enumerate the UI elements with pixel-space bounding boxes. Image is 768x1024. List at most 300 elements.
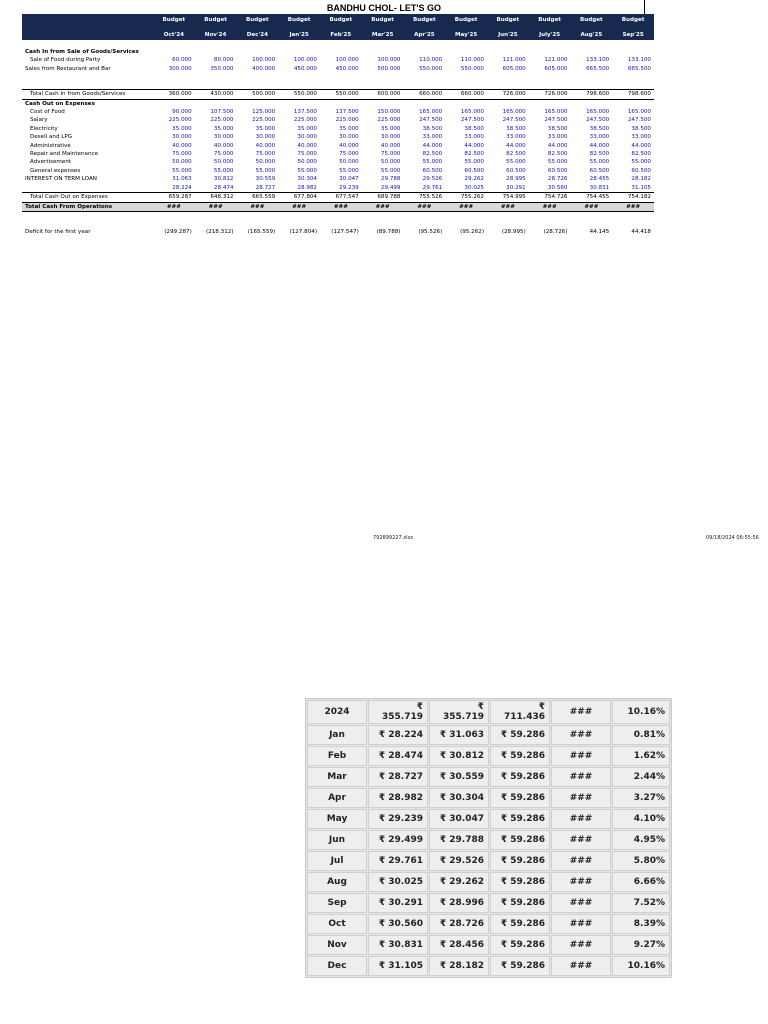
empty-cell bbox=[195, 211, 237, 220]
row-label: Salary bbox=[30, 117, 48, 124]
header-budget-label: Budget bbox=[278, 14, 320, 26]
value-cell: ### bbox=[237, 202, 279, 211]
empty-cell bbox=[445, 48, 487, 56]
table-row bbox=[22, 133, 654, 141]
empty-cell bbox=[362, 211, 404, 220]
value-cell: 80.000 bbox=[213, 57, 234, 64]
footer-timestamp: 09/18/2024 06:55:56 bbox=[706, 535, 759, 541]
value-cell: (28.995) bbox=[501, 228, 526, 235]
summary-cell: 10.16% bbox=[612, 700, 670, 724]
value-cell: 550.000 bbox=[320, 90, 362, 99]
empty-cell bbox=[278, 99, 320, 108]
table-row bbox=[22, 150, 654, 158]
summary-cell: ₹ 29.262 bbox=[429, 872, 489, 892]
summary-cell: Mar bbox=[307, 767, 367, 787]
empty-cell bbox=[320, 81, 362, 90]
summary-cell: ₹ 30.559 bbox=[429, 767, 489, 787]
value-cell: 30.831 bbox=[589, 184, 610, 191]
summary-cell: ### bbox=[551, 935, 611, 955]
value-cell: 755.526 bbox=[404, 193, 446, 202]
row-label bbox=[22, 184, 153, 193]
empty-cell bbox=[612, 211, 654, 220]
empty-cell bbox=[237, 48, 279, 56]
value-cell: ### bbox=[404, 202, 446, 211]
value-cell: 28.455 bbox=[589, 176, 610, 183]
value-cell: 100.000 bbox=[293, 57, 317, 64]
summary-cell: ₹ 28.182 bbox=[429, 956, 489, 976]
empty-cell bbox=[320, 48, 362, 56]
value-cell: 35.000 bbox=[172, 125, 192, 132]
value-cell: 100.000 bbox=[377, 57, 401, 64]
summary-cell: ### bbox=[551, 914, 611, 934]
value-cell: 38.500 bbox=[422, 125, 443, 132]
empty-cell bbox=[278, 73, 320, 81]
value-cell: 165.000 bbox=[419, 109, 443, 116]
header-month-label: Apr'25 bbox=[404, 30, 446, 40]
empty-cell bbox=[362, 73, 404, 81]
value-cell: 225.000 bbox=[293, 117, 317, 124]
value-cell: 648.312 bbox=[195, 193, 237, 202]
summary-cell: ₹ 59.286 bbox=[490, 746, 550, 766]
value-cell: 665.559 bbox=[237, 193, 279, 202]
value-cell: 754.995 bbox=[487, 193, 529, 202]
empty-cell bbox=[362, 40, 404, 48]
value-cell: 30.000 bbox=[172, 134, 192, 141]
deficit-row bbox=[22, 228, 654, 236]
value-cell: 75.000 bbox=[255, 151, 276, 158]
value-cell: 247.500 bbox=[460, 117, 484, 124]
value-cell: 33.000 bbox=[589, 134, 610, 141]
header-month-label: July'25 bbox=[529, 30, 571, 40]
summary-cell: 4.95% bbox=[612, 830, 670, 850]
value-cell: 29.499 bbox=[380, 184, 401, 191]
value-cell: 798.600 bbox=[571, 90, 613, 99]
header-month-label: Oct'24 bbox=[153, 30, 195, 40]
value-cell: 33.000 bbox=[422, 134, 443, 141]
summary-cell: ### bbox=[551, 725, 611, 745]
empty-cell bbox=[237, 81, 279, 90]
empty-cell bbox=[612, 99, 654, 108]
empty-cell bbox=[320, 40, 362, 48]
value-cell: 50.000 bbox=[380, 159, 401, 166]
value-cell: 165.000 bbox=[544, 109, 568, 116]
value-cell: 30.025 bbox=[464, 184, 484, 191]
value-cell: (95.262) bbox=[460, 228, 484, 235]
header-budget-label: Budget bbox=[529, 14, 571, 26]
value-cell: 55.000 bbox=[255, 167, 276, 174]
empty-cell bbox=[237, 220, 279, 228]
value-cell: 225.000 bbox=[168, 117, 192, 124]
value-cell: 30.000 bbox=[380, 134, 401, 141]
summary-cell: 9.27% bbox=[612, 935, 670, 955]
empty-cell bbox=[571, 73, 613, 81]
value-cell: 133.100 bbox=[586, 57, 610, 64]
value-cell: 659.287 bbox=[153, 193, 195, 202]
value-cell: 28.982 bbox=[297, 184, 317, 191]
value-cell: 50.000 bbox=[339, 159, 359, 166]
value-cell: 500.000 bbox=[377, 65, 401, 72]
header-month-label: Mar'25 bbox=[362, 30, 404, 40]
value-cell: 35.000 bbox=[380, 125, 401, 132]
header-row-budget bbox=[22, 14, 654, 26]
header-budget-label: Budget bbox=[445, 14, 487, 26]
value-cell: 38.500 bbox=[631, 125, 651, 132]
empty-cell bbox=[278, 211, 320, 220]
value-cell: 137.500 bbox=[293, 109, 317, 116]
empty-cell bbox=[320, 211, 362, 220]
empty-cell bbox=[571, 211, 613, 220]
summary-cell: ₹ 28.224 bbox=[368, 725, 428, 745]
value-cell: 110.000 bbox=[460, 57, 484, 64]
summary-cell: 7.52% bbox=[612, 893, 670, 913]
header-budget-label: Budget bbox=[362, 14, 404, 26]
value-cell: 55.000 bbox=[547, 159, 568, 166]
sheet-title: BANDHU CHOL- LET'S GO bbox=[326, 3, 442, 13]
empty-cell bbox=[320, 220, 362, 228]
summary-row bbox=[307, 767, 670, 787]
value-cell: 55.000 bbox=[380, 167, 401, 174]
value-cell: 38.500 bbox=[464, 125, 484, 132]
value-cell: 40.000 bbox=[213, 142, 234, 149]
value-cell: 107.500 bbox=[210, 109, 234, 116]
empty-cell bbox=[529, 211, 571, 220]
row-label: Sale of Food during Party bbox=[30, 57, 101, 64]
header-corner bbox=[22, 14, 153, 26]
summary-cell: 6.66% bbox=[612, 872, 670, 892]
row-label: Total Cash In from Goods/Services bbox=[22, 90, 153, 99]
empty-cell bbox=[237, 73, 279, 81]
summary-cell: ### bbox=[551, 700, 611, 724]
header-budget-label: Budget bbox=[487, 14, 529, 26]
value-cell: 60.500 bbox=[547, 167, 568, 174]
value-cell: 350.000 bbox=[210, 65, 234, 72]
value-cell: 40.000 bbox=[339, 142, 359, 149]
summary-row bbox=[307, 830, 670, 850]
value-cell: 660.000 bbox=[404, 90, 446, 99]
empty-cell bbox=[487, 99, 529, 108]
summary-cell: ₹ 29.788 bbox=[429, 830, 489, 850]
summary-table bbox=[305, 698, 672, 978]
value-cell: 137.500 bbox=[335, 109, 359, 116]
value-cell: 225.000 bbox=[210, 117, 234, 124]
value-cell: 689.788 bbox=[362, 193, 404, 202]
table-row bbox=[22, 142, 654, 150]
empty-cell bbox=[153, 73, 195, 81]
summary-row bbox=[307, 788, 670, 808]
value-cell: 44.000 bbox=[631, 142, 651, 149]
value-cell: 754.455 bbox=[571, 193, 613, 202]
summary-cell: ### bbox=[551, 809, 611, 829]
summary-cell: ₹ 29.526 bbox=[429, 851, 489, 871]
summary-cell: ### bbox=[551, 830, 611, 850]
value-cell: 35.000 bbox=[297, 125, 317, 132]
value-cell: 165.000 bbox=[586, 109, 610, 116]
summary-cell: ₹ 59.286 bbox=[490, 851, 550, 871]
spacer-row bbox=[22, 211, 654, 220]
value-cell: 247.500 bbox=[586, 117, 610, 124]
empty-cell bbox=[278, 81, 320, 90]
value-cell: 247.500 bbox=[419, 117, 443, 124]
value-cell: ### bbox=[195, 202, 237, 211]
summary-cell: Sep bbox=[307, 893, 367, 913]
value-cell: 44.000 bbox=[422, 142, 443, 149]
row-label: Electricity bbox=[30, 125, 58, 132]
empty-cell bbox=[195, 220, 237, 228]
value-cell: 30.000 bbox=[213, 134, 234, 141]
empty-cell bbox=[612, 48, 654, 56]
summary-row bbox=[307, 700, 670, 724]
table-row bbox=[22, 65, 654, 73]
empty-cell bbox=[320, 73, 362, 81]
empty-cell bbox=[529, 220, 571, 228]
value-cell: 31.063 bbox=[172, 176, 192, 183]
header-row-months bbox=[22, 30, 654, 40]
summary-cell: 3.27% bbox=[612, 788, 670, 808]
value-cell: 430.000 bbox=[195, 90, 237, 99]
summary-cell: ₹ 28.982 bbox=[368, 788, 428, 808]
row-label: Administrative bbox=[30, 142, 71, 149]
budget-table bbox=[22, 14, 654, 236]
value-cell: 450.000 bbox=[293, 65, 317, 72]
value-cell: 33.000 bbox=[631, 134, 651, 141]
summary-cell: ₹ 31.105 bbox=[368, 956, 428, 976]
footer-filename: 792899227.xlsx bbox=[373, 535, 414, 541]
value-cell: 247.500 bbox=[544, 117, 568, 124]
value-cell: 726.000 bbox=[529, 90, 571, 99]
summary-row bbox=[307, 809, 670, 829]
value-cell: (28.726) bbox=[543, 228, 568, 235]
value-cell: 60.500 bbox=[631, 167, 651, 174]
empty-cell bbox=[278, 48, 320, 56]
section-title: Cash Out on Expenses bbox=[25, 100, 95, 107]
value-cell: 44.000 bbox=[547, 142, 568, 149]
empty-cell bbox=[22, 81, 153, 90]
value-cell: 55.000 bbox=[297, 167, 317, 174]
empty-cell bbox=[445, 81, 487, 90]
value-cell: 28.474 bbox=[213, 184, 234, 191]
empty-cell bbox=[195, 40, 237, 48]
value-cell: 28.224 bbox=[172, 184, 192, 191]
empty-cell bbox=[529, 99, 571, 108]
value-cell: 300.000 bbox=[168, 65, 192, 72]
summary-cell: ₹ 59.286 bbox=[490, 872, 550, 892]
section-title: Cash In from Sale of Goods/Services bbox=[25, 49, 139, 55]
value-cell: 55.000 bbox=[589, 159, 610, 166]
table-row bbox=[22, 125, 654, 133]
value-cell: 247.500 bbox=[627, 117, 651, 124]
empty-cell bbox=[445, 73, 487, 81]
value-cell: 550.000 bbox=[419, 65, 443, 72]
summary-cell: Jun bbox=[307, 830, 367, 850]
summary-cell: ₹ 59.286 bbox=[490, 725, 550, 745]
summary-cell: ₹ 28.727 bbox=[368, 767, 428, 787]
value-cell: 50.000 bbox=[172, 159, 192, 166]
summary-cell: ₹ 29.499 bbox=[368, 830, 428, 850]
empty-cell bbox=[362, 48, 404, 56]
value-cell: 660.000 bbox=[445, 90, 487, 99]
value-cell: 798.600 bbox=[612, 90, 654, 99]
spacer-row bbox=[22, 40, 654, 48]
value-cell: 30.047 bbox=[339, 176, 359, 183]
value-cell: 726.000 bbox=[487, 90, 529, 99]
value-cell: 29.239 bbox=[339, 184, 359, 191]
empty-cell bbox=[529, 81, 571, 90]
summary-cell: ₹ 30.812 bbox=[429, 746, 489, 766]
value-cell: ### bbox=[529, 202, 571, 211]
value-cell: 40.000 bbox=[297, 142, 317, 149]
value-cell: 75.000 bbox=[380, 151, 401, 158]
summary-row bbox=[307, 893, 670, 913]
empty-cell bbox=[320, 99, 362, 108]
row-label: Desell and LPG bbox=[30, 134, 73, 141]
table-row bbox=[22, 158, 654, 166]
value-cell: 55.000 bbox=[213, 167, 234, 174]
header-month-label: Sep'25 bbox=[612, 30, 654, 40]
empty-cell bbox=[278, 40, 320, 48]
empty-cell bbox=[195, 99, 237, 108]
summary-cell: ₹ 30.560 bbox=[368, 914, 428, 934]
total-cash-out-row bbox=[22, 193, 654, 202]
value-cell: 82.500 bbox=[422, 151, 443, 158]
value-cell: 35.000 bbox=[213, 125, 234, 132]
empty-cell bbox=[487, 211, 529, 220]
value-cell: 35.000 bbox=[339, 125, 359, 132]
value-cell: 755.262 bbox=[445, 193, 487, 202]
interest-row bbox=[22, 175, 654, 183]
empty-cell bbox=[487, 220, 529, 228]
value-cell: 600.000 bbox=[362, 90, 404, 99]
empty-cell bbox=[571, 220, 613, 228]
value-cell: ### bbox=[571, 202, 613, 211]
value-cell: 450.000 bbox=[335, 65, 359, 72]
empty-cell bbox=[487, 40, 529, 48]
empty-cell bbox=[153, 81, 195, 90]
summary-cell: Jan bbox=[307, 725, 367, 745]
summary-cell: ### bbox=[551, 872, 611, 892]
header-month-label: May'25 bbox=[445, 30, 487, 40]
value-cell: 30.559 bbox=[255, 176, 276, 183]
empty-cell bbox=[22, 220, 153, 228]
summary-cell: 0.81% bbox=[612, 725, 670, 745]
row-label: Advertisement bbox=[30, 159, 72, 166]
header-budget-label: Budget bbox=[612, 14, 654, 26]
summary-cell: Nov bbox=[307, 935, 367, 955]
interest-row-2 bbox=[22, 184, 654, 193]
value-cell: 55.000 bbox=[631, 159, 651, 166]
empty-cell bbox=[404, 40, 446, 48]
value-cell: 677.547 bbox=[320, 193, 362, 202]
summary-cell: ₹ 355.719 bbox=[429, 700, 489, 724]
empty-cell bbox=[362, 220, 404, 228]
value-cell: 165.000 bbox=[460, 109, 484, 116]
empty-cell bbox=[153, 99, 195, 108]
value-cell: 33.000 bbox=[547, 134, 568, 141]
value-cell: 28.995 bbox=[506, 176, 526, 183]
empty-cell bbox=[571, 48, 613, 56]
empty-cell bbox=[612, 73, 654, 81]
value-cell: 605.000 bbox=[544, 65, 568, 72]
header-month-label: Jun'25 bbox=[487, 30, 529, 40]
value-cell: 82.500 bbox=[631, 151, 651, 158]
empty-cell bbox=[612, 40, 654, 48]
empty-cell bbox=[195, 81, 237, 90]
value-cell: 30.000 bbox=[297, 134, 317, 141]
value-cell: 665.500 bbox=[627, 65, 651, 72]
value-cell: 60.500 bbox=[464, 167, 484, 174]
summary-cell: ### bbox=[551, 767, 611, 787]
header-month-label: Nov'24 bbox=[195, 30, 237, 40]
cell-border bbox=[644, 0, 645, 14]
empty-cell bbox=[362, 99, 404, 108]
summary-cell: ₹ 28.726 bbox=[429, 914, 489, 934]
row-label: Sales from Restaurant and Bar bbox=[25, 65, 111, 72]
value-cell: 225.000 bbox=[335, 117, 359, 124]
value-cell: (299.287) bbox=[164, 228, 192, 235]
summary-cell: ### bbox=[551, 956, 611, 976]
summary-row bbox=[307, 851, 670, 871]
value-cell: 82.500 bbox=[589, 151, 610, 158]
value-cell: 133.100 bbox=[627, 57, 651, 64]
empty-cell bbox=[529, 48, 571, 56]
table-row bbox=[22, 56, 654, 64]
summary-row bbox=[307, 935, 670, 955]
summary-row bbox=[307, 956, 670, 976]
value-cell: 28.727 bbox=[255, 184, 276, 191]
value-cell: 40.000 bbox=[172, 142, 192, 149]
value-cell: 40.000 bbox=[380, 142, 401, 149]
section-cash-in bbox=[22, 48, 654, 56]
value-cell: 400.000 bbox=[252, 65, 276, 72]
empty-cell bbox=[571, 40, 613, 48]
value-cell: 55.000 bbox=[506, 159, 526, 166]
value-cell: 754.726 bbox=[529, 193, 571, 202]
summary-cell: ₹ 31.063 bbox=[429, 725, 489, 745]
value-cell: 60.500 bbox=[589, 167, 610, 174]
value-cell: 665.500 bbox=[586, 65, 610, 72]
value-cell: 110.000 bbox=[419, 57, 443, 64]
value-cell: 55.000 bbox=[464, 159, 484, 166]
summary-cell: Feb bbox=[307, 746, 367, 766]
value-cell: 30.560 bbox=[547, 184, 568, 191]
summary-row bbox=[307, 725, 670, 745]
value-cell: ### bbox=[445, 202, 487, 211]
empty-cell bbox=[445, 211, 487, 220]
value-cell: 44.418 bbox=[631, 228, 651, 235]
value-cell: 55.000 bbox=[339, 167, 359, 174]
summary-cell: 10.16% bbox=[612, 956, 670, 976]
summary-cell: ### bbox=[551, 851, 611, 871]
summary-cell: 1.62% bbox=[612, 746, 670, 766]
summary-cell: ₹ 28.456 bbox=[429, 935, 489, 955]
empty-cell bbox=[237, 99, 279, 108]
summary-cell: ₹ 59.286 bbox=[490, 914, 550, 934]
value-cell: ### bbox=[487, 202, 529, 211]
value-cell: 30.812 bbox=[213, 176, 234, 183]
empty-cell bbox=[237, 40, 279, 48]
row-label: General expenses bbox=[30, 167, 81, 174]
summary-row bbox=[307, 872, 670, 892]
value-cell: 150.000 bbox=[377, 109, 401, 116]
value-cell: 29.761 bbox=[422, 184, 443, 191]
empty-cell bbox=[195, 48, 237, 56]
value-cell: 82.500 bbox=[506, 151, 526, 158]
value-cell: 33.000 bbox=[506, 134, 526, 141]
empty-cell bbox=[487, 81, 529, 90]
summary-cell: Jul bbox=[307, 851, 367, 871]
value-cell: 247.500 bbox=[502, 117, 526, 124]
summary-cell: Dec bbox=[307, 956, 367, 976]
value-cell: 35.000 bbox=[255, 125, 276, 132]
